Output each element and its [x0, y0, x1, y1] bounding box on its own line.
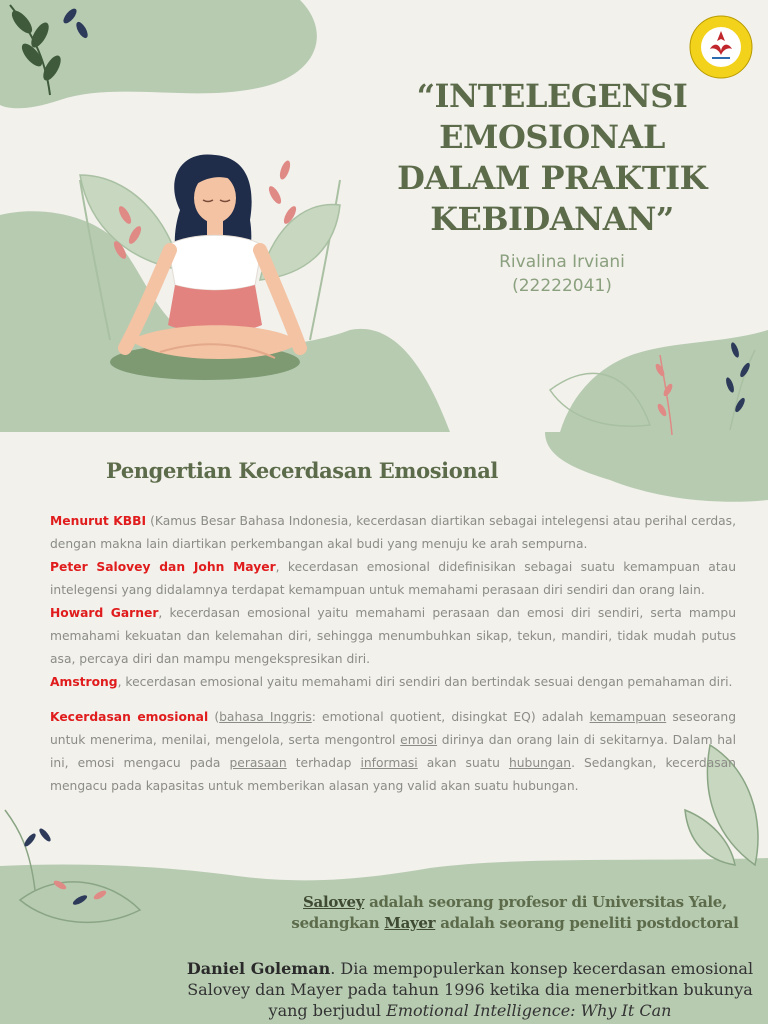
leaf-decoration [0, 0, 100, 100]
definition-amstrong: Amstrong, kecerdasan emosional yaitu memahami diri sendiri dan bertindak sesuai dengan pemahaman diri. [50, 675, 733, 689]
amstrong-label: Amstrong [50, 675, 118, 689]
section-title: Pengertian Kecerdasan Emosional [106, 458, 498, 483]
link-perasaan[interactable]: perasaan [229, 756, 287, 770]
leaf-decoration [540, 330, 768, 440]
eq-label: Kecerdasan emosional [50, 710, 209, 724]
definition-kbbi: Menurut KBBI (Kamus Besar Bahasa Indonesia, kecerdasan diartikan sebagai intelegensi atau perihal cerdas, dengan makna lain diartikan perkembangan akal budi yang menuju ke arah sempurna. [50, 514, 736, 551]
book-title: Emotional Intelligence: Why It Can [386, 1001, 672, 1020]
garner-label: Howard Garner [50, 606, 159, 620]
author-id: (22222041) [512, 276, 612, 296]
kbbi-label: Menurut KBBI [50, 514, 147, 528]
definitions-body [50, 510, 736, 798]
author-block [462, 250, 662, 298]
link-emosi[interactable]: emosi [400, 733, 438, 747]
goleman-name: Daniel Goleman [186, 959, 331, 978]
salovey-name: Salovey [303, 893, 365, 911]
goleman-paragraph: Daniel Goleman. Dia mempopulerkan konsep kecerdasan emosional Salovey dan Mayer pada tahun 1996 ketika dia menerbitkan bukunya yang berjudul Emotional Intelligence: Why It Can [186, 959, 754, 1020]
university-logo [688, 14, 754, 80]
link-bahasa-inggris[interactable]: bahasa Inggris [219, 710, 312, 724]
salovey-mayer-note: Salovey adalah seorang profesor di Universitas Yale, sedangkan Mayer adalah seorang peneliti postdoctoral [291, 893, 739, 932]
definition-salovey-mayer: Peter Salovey dan John Mayer, kecerdasan emosional didefinisikan sebagai suatu kemampuan atau intelegensi yang didalamnya terdapat kemampuan untuk memahami perasaan diri sendiri dan orang lain. [50, 560, 736, 597]
definition-eq: Kecerdasan emosional (bahasa Inggris: emotional quotient, disingkat EQ) adalah kemampuan seseorang untuk menerima, menilai, mengelola, serta mengontrol emosi dirinya dan orang lain di sekitarnya. Dalam hal ini, emosi mengacu pada perasaan terhadap informasi akan suatu hubungan. Sedangkan, kecerdasan mengacu pada kapasitas untuk memberikan alasan yang valid akan suatu hubungan. [50, 710, 736, 793]
meditating-woman-illustration [70, 120, 370, 380]
cover-title: “INTELEGENSI EMOSIONAL DALAM PRAKTIK KEBIDANAN” [397, 77, 707, 238]
mayer-name: Mayer [384, 914, 436, 932]
author-name: Rivalina Irviani [499, 252, 625, 272]
definition-garner: Howard Garner, kecerdasan emosional yaitu memahami perasaan dan emosi diri sendiri, serta mampu memahami kekuatan dan kelemahan diri, sehingga menumbuhkan sikap, tekun, mandiri, tidak mudah putus asa, percaya diri dan mampu mengekspresikan diri. [50, 606, 736, 666]
link-hubungan[interactable]: hubungan [508, 756, 572, 770]
leaf-decoration [0, 790, 150, 960]
link-informasi[interactable]: informasi [360, 756, 418, 770]
link-kemampuan[interactable]: kemampuan [589, 710, 667, 724]
salovey-mayer-label: Peter Salovey dan John Mayer [50, 560, 276, 574]
